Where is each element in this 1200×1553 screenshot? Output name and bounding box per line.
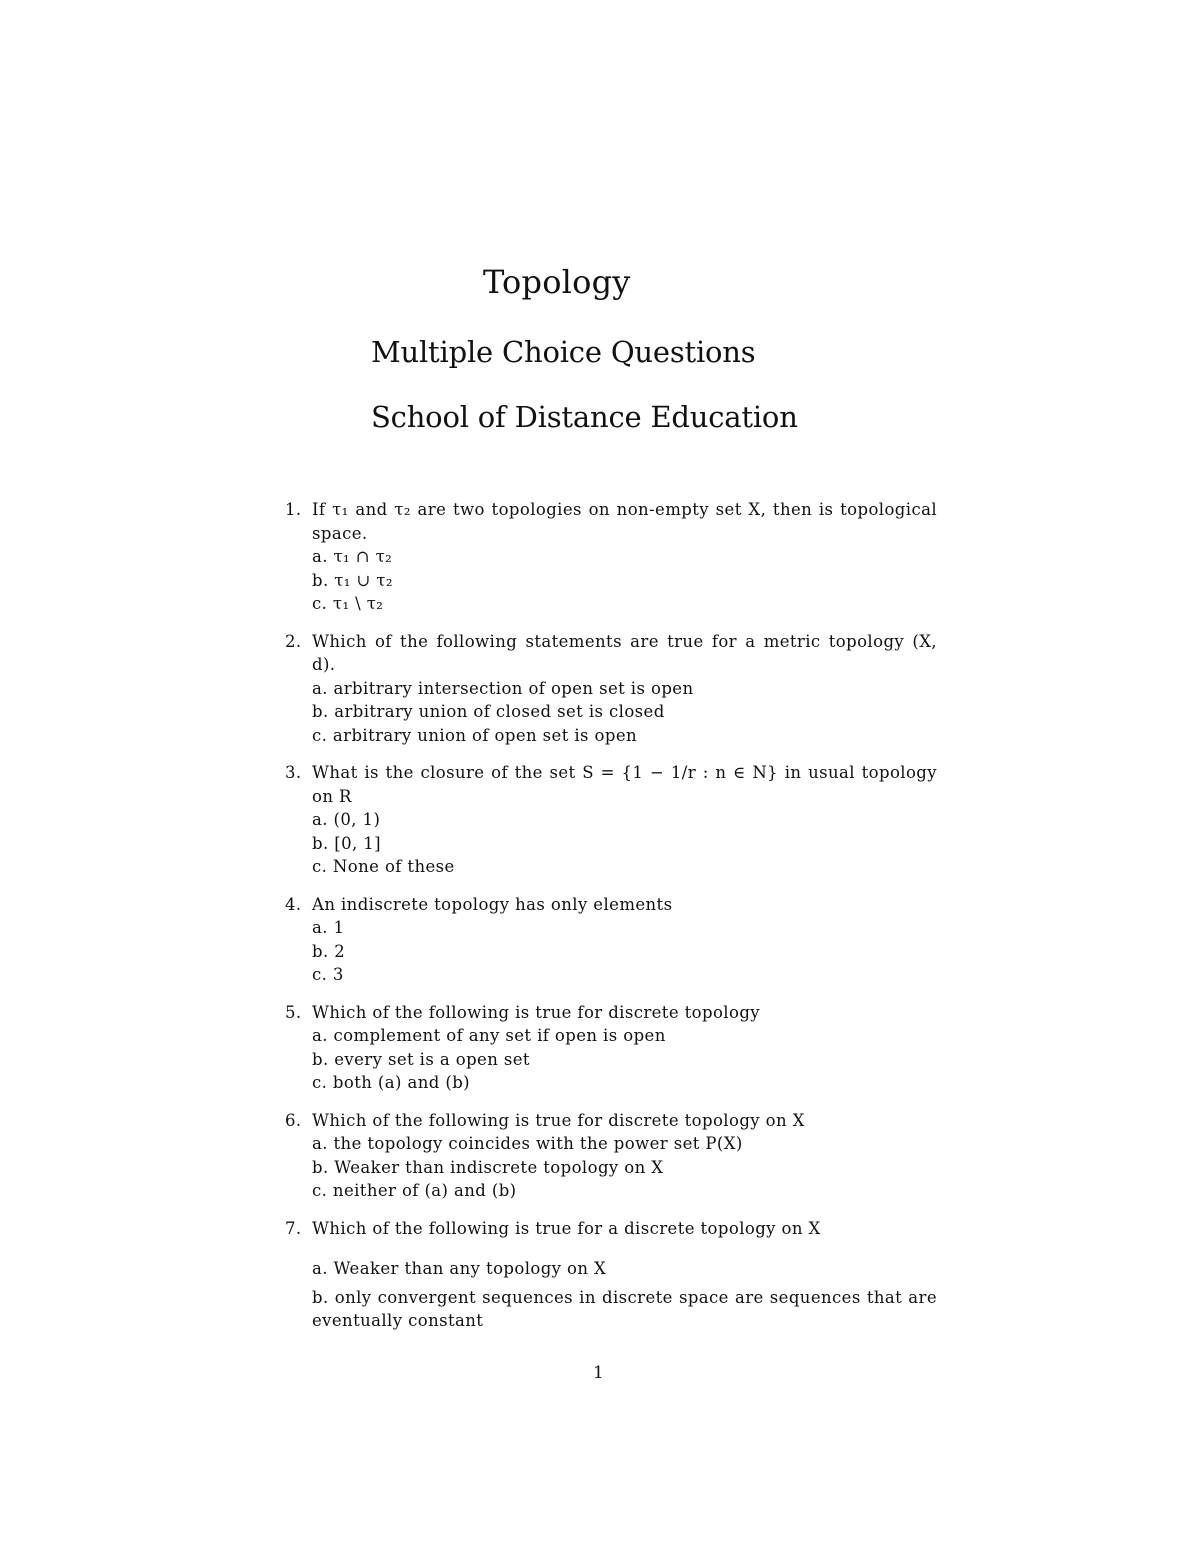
option-a: a. complement of any set if open is open (312, 1026, 666, 1045)
option-a: a. (0, 1) (312, 810, 381, 829)
option-b: b. every set is a open set (312, 1049, 530, 1069)
option-a: a. arbitrary intersection of open set is open (312, 678, 694, 698)
question-text: What is the closure of the set S = {1 − 1/r : n ∈ N} in usual topology on R (312, 763, 937, 806)
question-text: An indiscrete topology has only elements (312, 894, 673, 914)
option-c: c. neither of (a) and (b) (312, 1181, 517, 1200)
question-2 (285, 630, 937, 748)
question-5 (285, 1001, 937, 1095)
option-b: b. 2 (312, 941, 346, 961)
option-a: a. the topology coincides with the power set P(X) (312, 1134, 743, 1153)
option-b: b. arbitrary union of closed set is closed (312, 702, 665, 721)
question-3 (285, 761, 937, 879)
option-a: a. τ₁ ∩ τ₂ (312, 547, 393, 566)
question-1 (285, 498, 937, 616)
option-b: b. τ₁ ∪ τ₂ (312, 570, 393, 590)
question-text: Which of the following is true for discrete topology (312, 1002, 761, 1022)
option-c: c. both (a) and (b) (312, 1073, 470, 1092)
question-text: Which of the following is true for discrete topology on X (312, 1110, 805, 1130)
question-text: Which of the following statements are true for a metric topology (X, d). (312, 631, 937, 674)
question-number: 2. (285, 631, 302, 651)
option-c: c. τ₁ \ τ₂ (312, 594, 384, 613)
option-c: c. None of these (312, 857, 455, 876)
question-number: 6. (285, 1110, 302, 1130)
option-a: a. 1 (312, 918, 345, 937)
option-b: b. Weaker than indiscrete topology on X (312, 1157, 664, 1177)
question-number: 4. (285, 894, 302, 914)
question-number: 5. (285, 1002, 302, 1022)
question-number: 3. (285, 763, 302, 782)
question-number: 1. (285, 500, 302, 519)
option-b: b. [0, 1] (312, 833, 382, 853)
option-c: c. arbitrary union of open set is open (312, 725, 638, 745)
question-4 (285, 893, 937, 987)
question-list (285, 498, 937, 1347)
option-c: c. 3 (312, 965, 344, 984)
document-subtitle: Multiple Choice Questions (371, 335, 756, 369)
document-title: Topology (483, 263, 631, 301)
question-text: Which of the following is true for a discrete topology on X (312, 1218, 821, 1238)
question-number: 7. (285, 1218, 302, 1238)
option-a: a. Weaker than any topology on X (312, 1259, 607, 1278)
document-institution: School of Distance Education (371, 400, 798, 434)
option-b: b. only convergent sequences in discrete space are sequences that are eventually constant (312, 1287, 937, 1330)
page-number: 1 (593, 1363, 604, 1383)
question-text: If τ₁ and τ₂ are two topologies on non-empty set X, then is topological space. (312, 500, 937, 543)
question-7 (285, 1217, 937, 1333)
question-6 (285, 1109, 937, 1203)
